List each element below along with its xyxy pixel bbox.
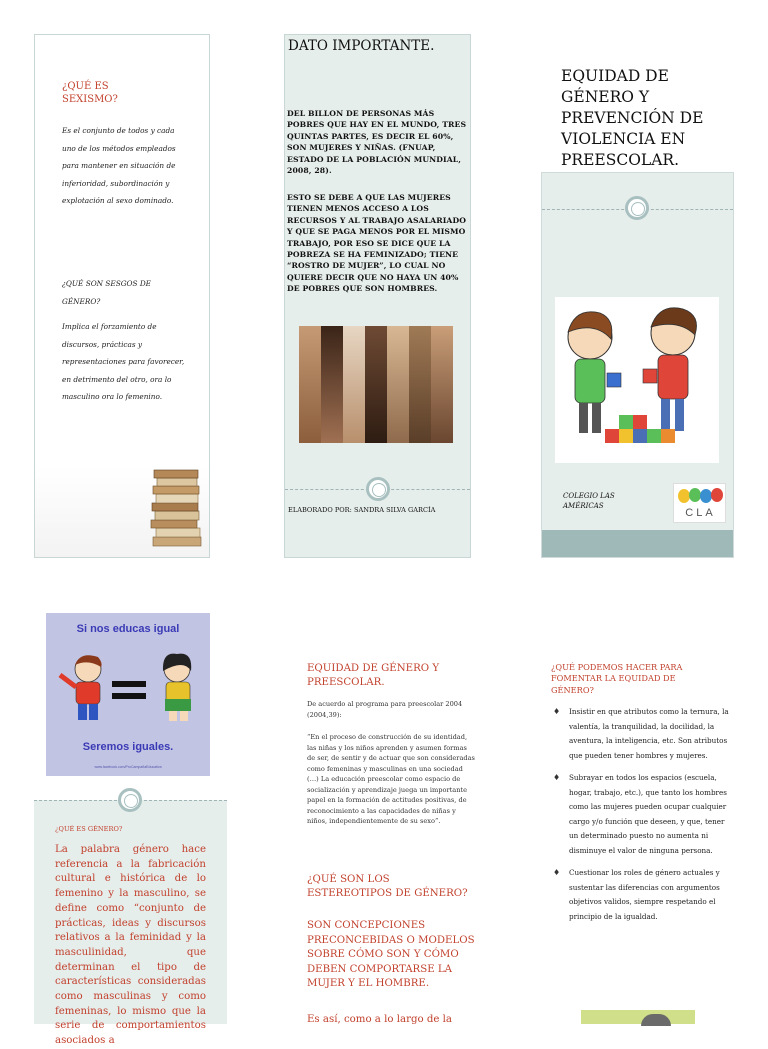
fomentar-item: ♦ Subrayar en todos los espacios (escuela, hogar, trabajo, etc.), que tanto los hombres como las mujeres pueden ocupar cualquier cargo y/o función que deseen, y que, tener un determinado puesto no aumenta ni disminuye el valor de ninguna persona. xyxy=(551,771,731,858)
women-faces-collage xyxy=(299,326,453,443)
cover-box xyxy=(541,172,734,558)
equidad-quote: “En el proceso de construcción de su identidad, las niñas y los niños aprenden y asumen formas de ser, de sentir y de actuar que son consideradas como femeninas y masculinas en una sociedad (…) La educación preescolar como espacio de socialización y aprendizaje juega un importante papel en la formación de actitudes positivas, de reconocimiento a las capacidades de niñas y niños, independientemente de su sexo”. xyxy=(307,733,475,825)
sexismo-title: ¿QUÉ ES SEXISMO? xyxy=(62,81,118,105)
poster-url: www.facebook.com/ProCampañaEducativa xyxy=(94,765,162,769)
estereotipos-heading: ¿QUÉ SON LOS ESTEREOTIPOS DE GÉNERO? xyxy=(307,874,468,899)
estereotipos-text: Es así, como a lo largo de la xyxy=(307,1014,452,1025)
ring-ornament xyxy=(366,477,390,501)
genero-text: La palabra género hace referencia a la fabricación cultural e histórica de lo femenino y la masculino, se define como “conjunto de prácticas, ideas y discursos relativos a la feminidad y la masculinidad, que determinan el tipo de características consideradas como masculinas y como femeninas, lo mismo que la serie de comportamientos asociados a xyxy=(55,844,206,1047)
sesgos-text: Implica el forzamiento de discursos, prácticas y representaciones para favorecer, en detrimento del otro, ora lo masculino ora lo femenino. xyxy=(62,322,185,402)
fomentar-item: ♦ Insistir en que atributos como la ternura, la valentía, la tranquilidad, la docilidad, la aventura, la inteligencia, etc. Son atributos que pueden tener hombres y mujeres. xyxy=(551,705,731,763)
panel-sexismo xyxy=(34,34,210,558)
panel-equidad-preescolar xyxy=(297,612,483,1024)
partial-illustration xyxy=(581,1010,695,1024)
estereotipos-definition: SON CONCEPCIONES PRECONCEBIDAS O MODELOS SOBRE CÓMO SON Y CÓMO DEBEN COMPORTARSE LA MUJER Y EL HOMBRE. xyxy=(307,920,475,990)
genero-subtitle: ¿QUÉ ES GÉNERO? xyxy=(55,825,123,833)
dato-author: ELABORADO POR: SANDRA SILVA GARCÍA xyxy=(288,506,436,514)
poster-top-text: Si nos educas igual xyxy=(76,623,180,635)
panel-fomentar-equidad xyxy=(541,612,734,1024)
panel-genero xyxy=(34,800,227,1047)
poster-educas-igual xyxy=(46,613,210,776)
sesgos-title: ¿QUÉ SON SESGOS DE GÉNERO? xyxy=(62,279,152,306)
ring-ornament xyxy=(118,788,142,812)
school-name: COLEGIO LAS AMÉRICAS xyxy=(563,492,615,510)
books-panel xyxy=(35,465,209,557)
kids-illustration xyxy=(555,297,719,463)
dato-paragraph-2: ESTO SE DEBE A QUE LAS MUJERES TIENEN MENOS ACCESO A LOS RECURSOS Y AL TRABAJO ASALARIADO Y QUE SE PAGA MENOS POR EL MISMO TRABAJO, POR ESO SE DICE QUE LA POBREZA SE HA FEMINIZADO; TIENE “ROSTRO DE MUJER”, LO CUAL NO QUIERE DECIR QUE NO HAYA UN 40% DE POBRES QUE SON HOMBRES. xyxy=(287,193,467,294)
hands-logo-icon xyxy=(674,485,727,507)
fomentar-item: ♦ Cuestionar los roles de género actuales y sustentar las diferencias con argumentos objetivos validos, siempre respetando el principio de la igualdad. xyxy=(551,866,731,924)
kids-sharing-blocks-icon xyxy=(555,297,719,463)
ring-ornament xyxy=(625,196,649,220)
dato-paragraph-1: DEL BILLON DE PERSONAS MÁS POBRES QUE HAY EN EL MUNDO, TRES QUINTAS PARTES, ES DECIR EL 60%, SON MUJERES Y NIÑAS. (FNUAP, ESTADO DE LA POBLACIÓN MUNDIAL, 2008, 28). xyxy=(287,109,467,176)
boy-girl-equal-icon xyxy=(46,649,210,729)
fomentar-list xyxy=(551,705,731,932)
poster-bottom-text: Seremos iguales. xyxy=(82,741,174,753)
fomentar-heading: ¿QUÉ PODEMOS HACER PARA FOMENTAR LA EQUIDAD DE GÉNERO? xyxy=(551,662,683,695)
equidad-heading: EQUIDAD DE GÉNERO Y PREESCOLAR. xyxy=(307,663,440,688)
cover-title: EQUIDAD DE GÉNERO Y PREVENCIÓN DE VIOLENCIA EN PREESCOLAR. xyxy=(561,67,704,169)
sexismo-text: Es el conjunto de todos y cada uno de los métodos empleados para mantener en situación de inferioridad, subordinación y explotación al sexo dominado. xyxy=(62,126,176,206)
dato-title: DATO IMPORTANTE. xyxy=(288,38,435,54)
school-logo-text: CLA xyxy=(685,507,716,519)
panel-dato-importante xyxy=(284,34,471,558)
panel-cover xyxy=(541,34,734,558)
school-logo xyxy=(673,483,726,523)
equidad-intro: De acuerdo al programa para preescolar 2004 (2004,39): xyxy=(307,700,463,719)
teal-bar xyxy=(542,530,733,557)
books-icon xyxy=(147,467,207,552)
